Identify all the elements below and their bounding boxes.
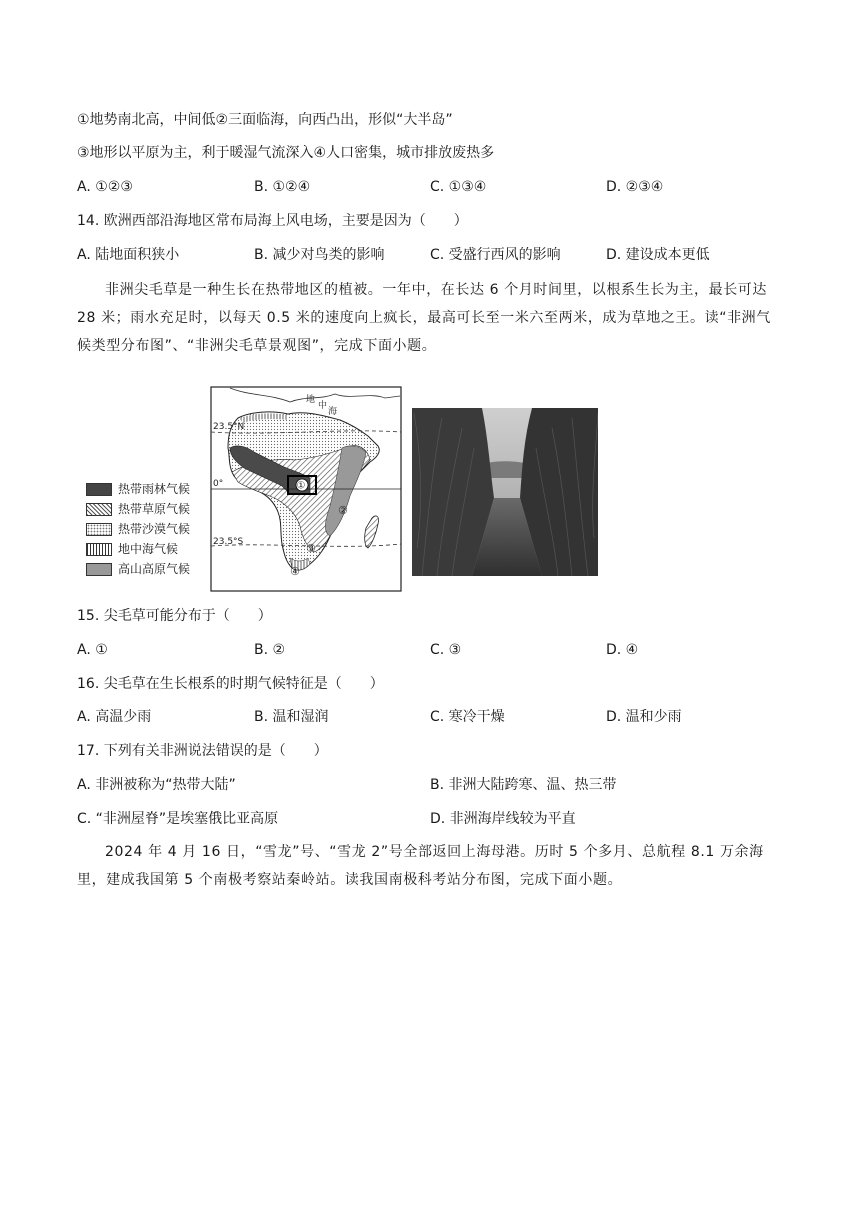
- legend-label-savanna: 热带草原气候: [118, 502, 191, 516]
- label-lat-north: 23.5°N: [213, 422, 245, 432]
- q14-option-b[interactable]: B. 减少对鸟类的影响: [254, 247, 385, 263]
- q17-option-a[interactable]: A. 非洲被称为“热带大陆”: [77, 777, 236, 793]
- marker-3: ③: [306, 542, 316, 555]
- q13-statement-2: ③地形以平原为主，利于暖湿气流深入④人口密集，城市排放废热多: [77, 145, 495, 161]
- legend-row-savanna: [86, 502, 190, 516]
- q16-option-a[interactable]: A. 高温少雨: [77, 709, 152, 725]
- q14-option-d[interactable]: D. 建设成本更低: [606, 247, 710, 263]
- q16-option-d[interactable]: D. 温和少雨: [606, 709, 682, 725]
- label-lat-south: 23.5°S: [213, 537, 244, 547]
- q17-option-c[interactable]: C. “非洲屋脊”是埃塞俄比亚高原: [77, 811, 279, 827]
- legend-row-rainforest: [86, 482, 190, 496]
- africa-climate-map: [210, 386, 402, 592]
- q15-stem: 15. 尖毛草可能分布于（ ）: [77, 608, 272, 624]
- q17-option-d[interactable]: D. 非洲海岸线较为平直: [430, 811, 576, 827]
- q15-option-a[interactable]: A. ①: [77, 642, 108, 658]
- grass-landscape-photo: [412, 408, 598, 576]
- marker-1: ①: [296, 480, 306, 492]
- label-sea-1: 地: [306, 395, 316, 405]
- q14-stem: 14. 欧洲西部沿海地区常布局海上风电场，主要是因为（ ）: [77, 213, 468, 229]
- legend-swatch-desert: [86, 523, 112, 536]
- legend-row-highland: [86, 562, 190, 576]
- legend-swatch-mediterranean: [86, 543, 112, 556]
- figure-group: [86, 386, 606, 592]
- q13-option-b[interactable]: B. ①②④: [254, 179, 311, 195]
- passage-antarctic: 2024 年 4 月 16 日，“雪龙”号、“雪龙 2”号全部返回上海母港。历时 5 个多月、总航程 8.1 万余海里，建成我国第 5 个南极考察站秦岭站。读我国南极科考站分布图，完成下面小题。: [77, 844, 764, 888]
- q14-option-c[interactable]: C. 受盛行西风的影响: [430, 247, 561, 263]
- q13-statement-1: ①地势南北高，中间低②三面临海，向西凸出，形似“大半岛”: [77, 112, 453, 128]
- marker-2: ②: [338, 504, 348, 517]
- climate-legend: [86, 482, 211, 582]
- legend-label-desert: 热带沙漠气候: [118, 522, 191, 536]
- legend-swatch-rainforest: [86, 483, 112, 496]
- q15-option-c[interactable]: C. ③: [430, 642, 462, 658]
- legend-swatch-savanna: [86, 503, 112, 516]
- q16-stem: 16. 尖毛草在生长根系的时期气候特征是（ ）: [77, 676, 384, 692]
- legend-label-rainforest: 热带雨林气候: [118, 482, 191, 496]
- label-equator: 0°: [213, 479, 224, 489]
- legend-row-desert: [86, 522, 190, 536]
- legend-label-highland: 高山高原气候: [118, 562, 191, 576]
- legend-label-mediterranean: 地中海气候: [118, 542, 179, 556]
- q17-option-b[interactable]: B. 非洲大陆跨寒、温、热三带: [430, 777, 617, 793]
- q13-option-c[interactable]: C. ①③④: [430, 179, 487, 195]
- q16-option-b[interactable]: B. 温和湿润: [254, 709, 329, 725]
- q15-option-b[interactable]: B. ②: [254, 642, 286, 658]
- q14-option-a[interactable]: A. 陆地面积狭小: [77, 247, 180, 263]
- q17-stem: 17. 下列有关非洲说法错误的是（ ）: [77, 743, 328, 759]
- label-sea-2: 中: [318, 401, 328, 411]
- q13-option-a[interactable]: A. ①②③: [77, 179, 133, 195]
- passage-grass: 非洲尖毛草是一种生长在热带地区的植被。一年中，在长达 6 个月时间里，以根系生长为主，最长可达 28 米；雨水充足时，以每天 0.5 米的速度向上疯长，最高可长至一米六至两米，成为草地之王。读“非洲气候类型分布图”、“非洲尖毛草景观图”，完成下面小题。: [77, 282, 771, 354]
- q13-option-d[interactable]: D. ②③④: [606, 179, 664, 195]
- label-sea-3: 海: [328, 407, 338, 417]
- legend-row-mediterranean: [86, 542, 178, 556]
- q16-option-c[interactable]: C. 寒冷干燥: [430, 709, 505, 725]
- q15-option-d[interactable]: D. ④: [606, 642, 639, 658]
- marker-4: ④: [290, 565, 300, 578]
- legend-swatch-highland: [86, 563, 112, 576]
